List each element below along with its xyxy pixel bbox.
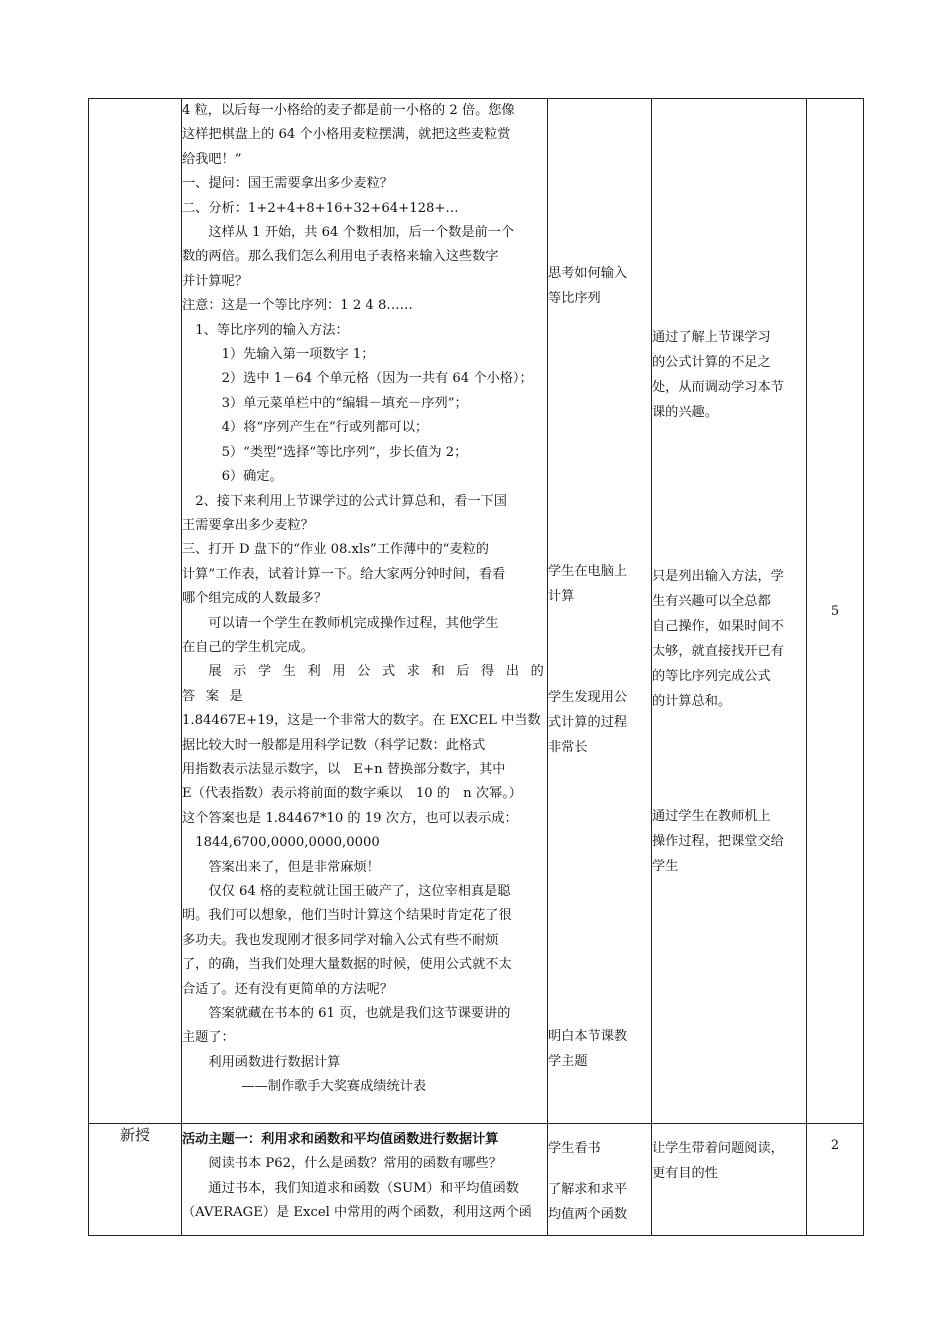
student-activity-cell — [548, 99, 652, 1124]
stage-cell — [89, 99, 182, 1124]
activity-line: 思考如何输入 — [548, 266, 628, 281]
activity-line: 均值两个函数 — [548, 1207, 628, 1222]
content-line: 这个答案也是 1.84467*10 的 19 次方，也可以表示成： — [182, 810, 518, 826]
content-line: 给我吧！” — [182, 151, 242, 167]
intent-line: 的等比序列完成公式 — [652, 669, 771, 684]
content-line: 展 示 学 生 利 用 公 式 求 和 后 得 出 的 答 案 是 — [182, 664, 547, 704]
intent-line: 课的兴趣。 — [652, 405, 718, 420]
minutes-cell — [807, 99, 864, 1124]
activity-line: 明白本节课教 — [548, 1029, 628, 1044]
intent-line: 操作过程，把课堂交给 — [652, 834, 784, 849]
table-row — [89, 99, 864, 1124]
activity-line: 式计算的过程 — [548, 715, 628, 730]
intent-line: 太够，就直接找开已有 — [652, 644, 784, 659]
intent-line: 更有目的性 — [652, 1166, 718, 1181]
content-line: 4 粒，以后每一小格给的麦子都是前一小格的 2 倍。您像 — [182, 103, 515, 118]
table-row — [89, 1124, 864, 1236]
content-line: 这样把棋盘上的 64 个小格用麦粒摆满，就把这些麦粒赏 — [182, 127, 511, 143]
minutes-value: 2 — [830, 1138, 840, 1153]
content-line: 哪个组完成的人数最多？ — [182, 591, 328, 607]
content-line: 1、等比序列的输入方法： — [195, 322, 349, 338]
design-intent-cell — [652, 1124, 807, 1236]
stage-cell — [89, 1124, 182, 1236]
teaching-content-cell — [182, 1124, 548, 1236]
activity-topic-heading: 活动主题一：利用求和函数和平均值函数进行数据计算 — [182, 1132, 499, 1147]
content-line: 1844,6700,0000,0000,0000 — [195, 835, 380, 851]
activity-line: 学生在电脑上 — [548, 564, 628, 579]
content-line: 合适了。还有没有更简单的方法呢？ — [182, 981, 393, 997]
content-line: 1）先输入第一项数字 1； — [221, 347, 375, 363]
intent-line: 学生 — [652, 859, 679, 874]
content-line: 6）确定。 — [221, 469, 283, 485]
intent-line: 的公式计算的不足之 — [652, 355, 771, 370]
content-line: （AVERAGE）是 Excel 中常用的两个函数，利用这两个函 — [182, 1205, 532, 1221]
lesson-plan-table — [88, 98, 864, 1236]
content-line: 数的两倍。那么我们怎么利用电子表格来输入这些数字 — [182, 249, 499, 265]
content-line: 利用函数进行数据计算 — [208, 1054, 341, 1070]
content-line: 多功夫。我也发现刚才很多同学对输入公式有些不耐烦 — [182, 932, 499, 948]
activity-line: 了解求和求平 — [548, 1182, 628, 1197]
teaching-content-cell — [182, 99, 548, 1124]
content-line: 答案就藏在书本的 61 页，也就是我们这节课要讲的 — [208, 1006, 511, 1022]
content-line: 答案出来了，但是非常麻烦！ — [208, 859, 380, 875]
content-line: 5）“类型”选择“等比序列”，步长值为 2； — [221, 444, 468, 460]
activity-line: 学生看书 — [548, 1141, 601, 1156]
intent-line: 处，从而调动学习本节 — [652, 380, 784, 395]
content-line: 据比较大时一般都是用科学记数（科学记数：此格式 — [182, 737, 486, 753]
stage-label: 新授 — [119, 1126, 150, 1144]
content-line: 2、接下来利用上节课学过的公式计算总和，看一下国 — [195, 493, 507, 509]
content-line: 可以请一个学生在教师机完成操作过程，其他学生 — [208, 615, 499, 631]
content-line: 计算”工作表，试着计算一下。给大家两分钟时间，看看 — [182, 566, 506, 582]
content-line: 仅仅 64 格的麦粒就让国王破产了，这位宰相真是聪 — [208, 884, 511, 899]
intent-line: 的计算总和。 — [652, 694, 732, 709]
content-line: 阅读书本 P62，什么是函数？常用的函数有哪些？ — [208, 1156, 502, 1172]
minutes-cell — [807, 1124, 864, 1236]
activity-line: 计算 — [548, 589, 575, 604]
activity-line: 学主题 — [548, 1054, 588, 1069]
intent-line: 让学生带着问题阅读， — [652, 1141, 784, 1156]
content-line: 明。我们可以想象，他们当时计算这个结果时肯定花了很 — [182, 908, 512, 924]
content-line: 4）将“序列产生在”行或列都可以； — [221, 420, 429, 436]
activity-line: 非常长 — [548, 740, 588, 755]
content-line: 并计算呢？ — [182, 273, 248, 289]
minutes-value: 5 — [830, 603, 840, 619]
content-line: 注意：这是一个等比序列：1 2 4 8…… — [182, 298, 413, 314]
content-line: 二、分析：1+2+4+8+16+32+64+128+… — [182, 200, 459, 216]
student-activity-cell — [548, 1124, 652, 1236]
content-line: 3）单元菜单栏中的“编辑－填充－序列”； — [221, 395, 468, 411]
activity-line: 学生发现用公 — [548, 690, 628, 705]
intent-line: 自己操作，如果时间不 — [652, 619, 784, 634]
content-line: 2）选中 1－64 个单元格（因为一共有 64 个小格）； — [221, 371, 533, 387]
content-line: 1.84467E+19，这是一个非常大的数字。在 EXCEL 中当数 — [182, 713, 541, 729]
activity-line: 等比序列 — [548, 291, 601, 306]
content-line: E（代表指数）表示将前面的数字乘以 10 的 n 次幂。） — [182, 786, 522, 802]
content-line: ——制作歌手大奖赛成绩统计表 — [241, 1079, 427, 1095]
content-line: 了，的确，当我们处理大量数据的时候，使用公式就不太 — [182, 957, 512, 973]
content-line: 王需要拿出多少麦粒？ — [182, 517, 314, 533]
intent-line: 生有兴趣可以全总都 — [652, 594, 771, 609]
content-line: 用指数表示法显示数字，以 E+n 替换部分数字，其中 — [182, 761, 506, 777]
intent-line: 通过了解上节课学习 — [652, 330, 771, 345]
content-line: 通过书本，我们知道求和函数（SUM）和平均值函数 — [208, 1180, 519, 1196]
content-line: 三、打开 D 盘下的“作业 08.xls”工作薄中的“麦粒的 — [182, 542, 489, 558]
content-line: 主题了： — [182, 1030, 235, 1046]
content-line: 这样从 1 开始，共 64 个数相加，后一个数是前一个 — [208, 225, 515, 241]
content-line: 在自己的学生机完成。 — [182, 639, 314, 655]
design-intent-cell — [652, 99, 807, 1124]
intent-line: 通过学生在教师机上 — [652, 809, 771, 824]
content-line: 一、提问：国王需要拿出多少麦粒？ — [182, 176, 393, 192]
intent-line: 只是列出输入方法，学 — [652, 569, 784, 584]
